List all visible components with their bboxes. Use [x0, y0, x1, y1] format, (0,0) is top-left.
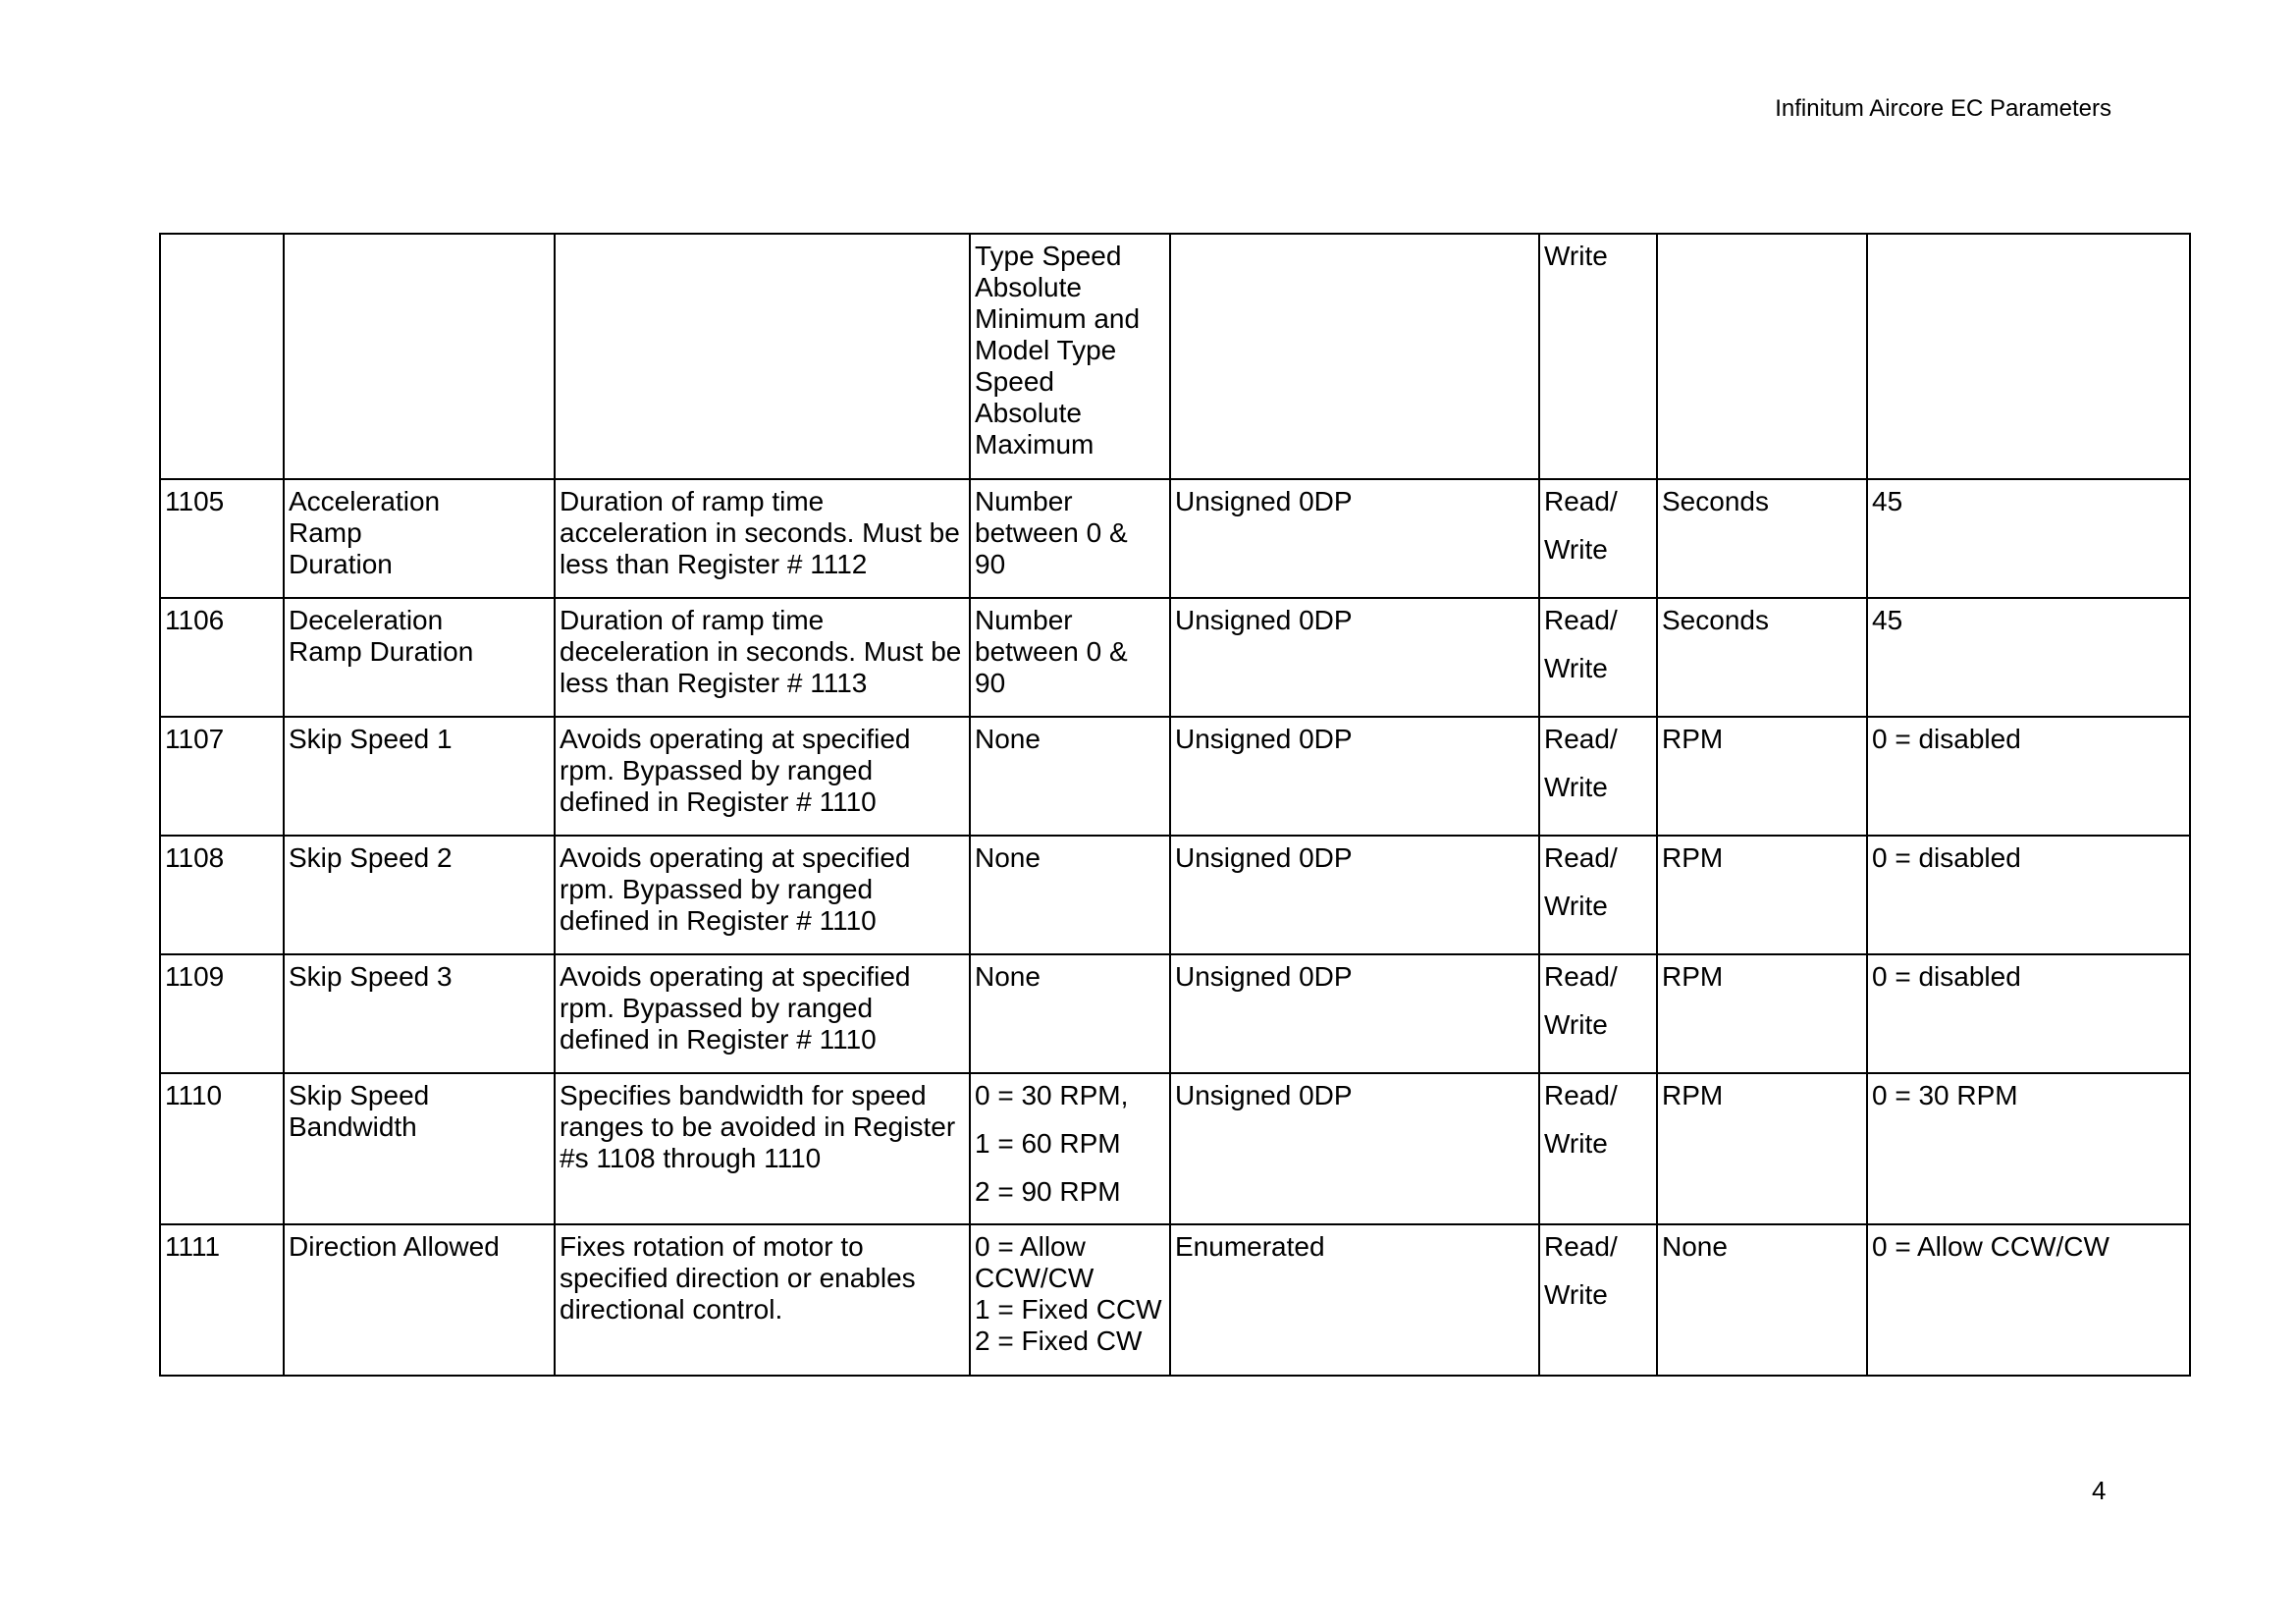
description-line: defined in Register # 1110: [560, 1024, 877, 1055]
description-line: Fixes rotation of motor to: [560, 1231, 864, 1262]
range-line: Speed: [975, 366, 1054, 397]
range-line: 90: [975, 549, 1006, 579]
format-text: Unsigned 0DP: [1175, 842, 1353, 873]
name-line: Direction Allowed: [289, 1231, 500, 1262]
range-line: 0 = 30 RPM,: [975, 1080, 1129, 1110]
format-cell: [1170, 1224, 1539, 1376]
range-cell: [970, 954, 1170, 1073]
default-cell: [1867, 479, 2190, 598]
table-row: [160, 1073, 2190, 1224]
access-line: Read/: [1544, 1080, 1618, 1110]
access-cell: [1539, 1224, 1657, 1376]
access-line: Read/: [1544, 724, 1618, 754]
access-line: Write: [1544, 534, 1608, 565]
units-cell: [1657, 1224, 1867, 1376]
format-cell: [1170, 479, 1539, 598]
description-line: defined in Register # 1110: [560, 786, 877, 817]
format-cell: [1170, 234, 1539, 479]
description-line: Avoids operating at specified: [560, 842, 911, 873]
default-text: 0 = disabled: [1872, 961, 2021, 992]
name-cell: [284, 234, 555, 479]
name-line: Skip Speed 3: [289, 961, 453, 992]
access-line: Read/: [1544, 842, 1618, 873]
name-line: Skip Speed: [289, 1080, 430, 1110]
units-text: None: [1662, 1231, 1728, 1262]
units-text: Seconds: [1662, 486, 1769, 516]
register-cell: [160, 234, 284, 479]
range-cell: [970, 479, 1170, 598]
description-line: less than Register # 1113: [560, 668, 868, 698]
range-line: 2 = Fixed CW: [975, 1325, 1143, 1356]
description-line: ranges to be avoided in Register: [560, 1111, 956, 1142]
name-line: Duration: [289, 549, 393, 579]
name-line: Bandwidth: [289, 1111, 417, 1142]
default-text: 45: [1872, 605, 1903, 635]
register-text: 1108: [165, 842, 225, 873]
range-line: None: [975, 842, 1041, 873]
register-cell: [160, 1073, 284, 1224]
access-line: Write: [1544, 653, 1608, 683]
range-line: 1 = 60 RPM: [975, 1128, 1121, 1159]
description-line: rpm. Bypassed by ranged: [560, 993, 874, 1023]
units-cell: [1657, 954, 1867, 1073]
register-text: 1109: [165, 961, 225, 992]
range-line: 0 = Allow: [975, 1231, 1086, 1262]
access-line: Write: [1544, 1009, 1608, 1040]
register-text: 1107: [165, 724, 225, 754]
range-line: 1 = Fixed CCW: [975, 1294, 1162, 1325]
access-cell: [1539, 1073, 1657, 1224]
description-cell: [555, 234, 970, 479]
description-cell: [555, 1073, 970, 1224]
description-cell: [555, 836, 970, 954]
register-cell: [160, 479, 284, 598]
description-cell: [555, 1224, 970, 1376]
name-line: Deceleration: [289, 605, 444, 635]
format-text: Unsigned 0DP: [1175, 486, 1353, 516]
units-cell: [1657, 479, 1867, 598]
description-line: rpm. Bypassed by ranged: [560, 755, 874, 785]
access-cell: [1539, 234, 1657, 479]
access-line: Read/: [1544, 605, 1618, 635]
description-line: Duration of ramp time: [560, 486, 825, 516]
page-number: 4: [2092, 1476, 2107, 1505]
table-row: [160, 836, 2190, 954]
units-text: RPM: [1662, 724, 1724, 754]
default-text: 0 = disabled: [1872, 724, 2021, 754]
name-line: Ramp Duration: [289, 636, 474, 667]
units-text: Seconds: [1662, 605, 1769, 635]
range-line: Number: [975, 605, 1073, 635]
name-cell: [284, 479, 555, 598]
access-line: Write: [1544, 891, 1608, 921]
access-line: Read/: [1544, 486, 1618, 516]
format-text: Unsigned 0DP: [1175, 724, 1353, 754]
format-text: Enumerated: [1175, 1231, 1325, 1262]
register-text: 1106: [165, 605, 225, 635]
access-line: Write: [1544, 241, 1608, 271]
register-text: 1105: [165, 486, 225, 516]
range-line: Minimum and: [975, 303, 1141, 334]
range-line: None: [975, 961, 1041, 992]
parameters-table: [159, 233, 2191, 1377]
format-cell: [1170, 836, 1539, 954]
description-cell: [555, 954, 970, 1073]
range-line: 90: [975, 668, 1006, 698]
format-cell: [1170, 598, 1539, 717]
description-line: Duration of ramp time: [560, 605, 825, 635]
register-text: 1111: [165, 1231, 221, 1262]
name-cell: [284, 836, 555, 954]
range-cell: [970, 1224, 1170, 1376]
access-cell: [1539, 717, 1657, 836]
range-cell: [970, 836, 1170, 954]
default-text: 0 = disabled: [1872, 842, 2021, 873]
register-text: 1110: [165, 1080, 223, 1110]
range-line: 2 = 90 RPM: [975, 1176, 1121, 1207]
range-line: Maximum: [975, 429, 1095, 460]
description-line: specified direction or enables: [560, 1263, 916, 1293]
default-cell: [1867, 836, 2190, 954]
access-line: Write: [1544, 1128, 1608, 1159]
name-line: Acceleration: [289, 486, 441, 516]
units-cell: [1657, 836, 1867, 954]
range-line: Type Speed: [975, 241, 1122, 271]
access-line: Read/: [1544, 1231, 1618, 1262]
name-cell: [284, 1224, 555, 1376]
access-cell: [1539, 598, 1657, 717]
table-row: [160, 598, 2190, 717]
default-cell: [1867, 1224, 2190, 1376]
default-cell: [1867, 234, 2190, 479]
format-text: Unsigned 0DP: [1175, 1080, 1353, 1110]
access-line: Read/: [1544, 961, 1618, 992]
range-line: between 0 &: [975, 517, 1128, 548]
format-cell: [1170, 954, 1539, 1073]
name-cell: [284, 954, 555, 1073]
description-line: #s 1108 through 1110: [560, 1143, 822, 1173]
units-cell: [1657, 1073, 1867, 1224]
description-line: deceleration in seconds. Must be: [560, 636, 962, 667]
access-line: Write: [1544, 772, 1608, 802]
name-cell: [284, 1073, 555, 1224]
range-line: None: [975, 724, 1041, 754]
table-row: [160, 234, 2190, 479]
default-cell: [1867, 598, 2190, 717]
description-cell: [555, 717, 970, 836]
description-line: Specifies bandwidth for speed: [560, 1080, 927, 1110]
format-cell: [1170, 717, 1539, 836]
format-text: Unsigned 0DP: [1175, 961, 1353, 992]
range-cell: [970, 234, 1170, 479]
table-row: [160, 954, 2190, 1073]
range-cell: [970, 1073, 1170, 1224]
range-line: Model Type: [975, 335, 1117, 365]
register-cell: [160, 1224, 284, 1376]
name-line: Skip Speed 2: [289, 842, 453, 873]
description-line: acceleration in seconds. Must be: [560, 517, 960, 548]
default-cell: [1867, 717, 2190, 836]
format-text: Unsigned 0DP: [1175, 605, 1353, 635]
default-cell: [1867, 1073, 2190, 1224]
range-line: Absolute: [975, 398, 1082, 428]
range-cell: [970, 598, 1170, 717]
units-cell: [1657, 598, 1867, 717]
default-text: 0 = 30 RPM: [1872, 1080, 2018, 1110]
name-line: Ramp: [289, 517, 362, 548]
range-line: Absolute: [975, 272, 1082, 302]
name-cell: [284, 717, 555, 836]
units-text: RPM: [1662, 961, 1724, 992]
table-row: [160, 1224, 2190, 1376]
default-cell: [1867, 954, 2190, 1073]
name-line: Skip Speed 1: [289, 724, 453, 754]
units-cell: [1657, 234, 1867, 479]
range-line: CCW/CW: [975, 1263, 1095, 1293]
table-row: [160, 479, 2190, 598]
parameters-table-body: [160, 234, 2190, 1376]
table-row: [160, 717, 2190, 836]
description-line: Avoids operating at specified: [560, 724, 911, 754]
units-text: RPM: [1662, 1080, 1724, 1110]
access-line: Write: [1544, 1279, 1608, 1310]
description-line: Avoids operating at specified: [560, 961, 911, 992]
register-cell: [160, 836, 284, 954]
description-line: defined in Register # 1110: [560, 905, 877, 936]
default-text: 45: [1872, 486, 1903, 516]
description-line: directional control.: [560, 1294, 783, 1325]
range-line: Number: [975, 486, 1073, 516]
default-text: 0 = Allow CCW/CW: [1872, 1231, 2109, 1262]
description-cell: [555, 598, 970, 717]
format-cell: [1170, 1073, 1539, 1224]
register-cell: [160, 954, 284, 1073]
name-cell: [284, 598, 555, 717]
description-line: rpm. Bypassed by ranged: [560, 874, 874, 904]
register-cell: [160, 598, 284, 717]
units-cell: [1657, 717, 1867, 836]
units-text: RPM: [1662, 842, 1724, 873]
register-cell: [160, 717, 284, 836]
description-line: less than Register # 1112: [560, 549, 868, 579]
page-header-title: Infinitum Aircore EC Parameters: [1775, 95, 2111, 122]
range-line: between 0 &: [975, 636, 1128, 667]
access-cell: [1539, 836, 1657, 954]
description-cell: [555, 479, 970, 598]
access-cell: [1539, 954, 1657, 1073]
access-cell: [1539, 479, 1657, 598]
range-cell: [970, 717, 1170, 836]
